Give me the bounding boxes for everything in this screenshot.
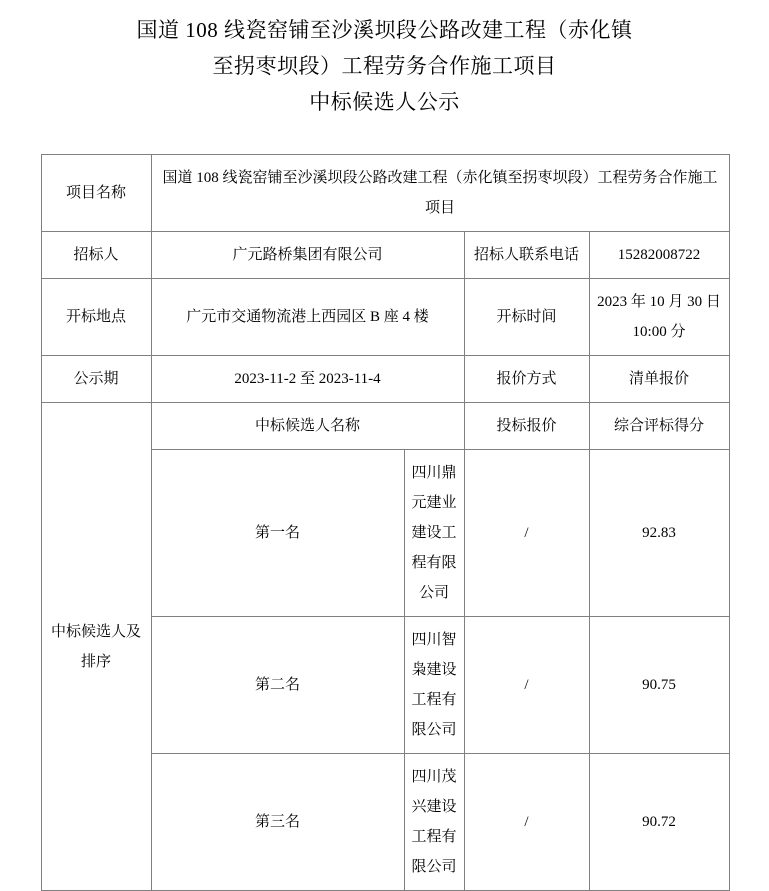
quote-method-label: 报价方式: [464, 356, 589, 403]
table-row-project-name: [41, 155, 729, 232]
project-name-value: 国道 108 线瓷窑铺至沙溪坝段公路改建工程（赤化镇至拐枣坝段）工程劳务合作施工项目: [151, 155, 729, 232]
candidate-name: 四川茂兴建设工程有限公司: [404, 754, 464, 891]
publicity-period-value: 2023-11-2 至 2023-11-4: [151, 356, 464, 403]
bid-open-place-label: 开标地点: [41, 279, 151, 356]
candidate-score: 92.83: [589, 450, 729, 617]
tenderer-value: 广元路桥集团有限公司: [151, 232, 464, 279]
tenderer-label: 招标人: [41, 232, 151, 279]
candidate-price: /: [464, 617, 589, 754]
tenderer-phone-value: 15282008722: [589, 232, 729, 279]
bid-open-time-value: 2023 年 10 月 30 日 10:00 分: [589, 279, 729, 356]
publicity-period-label: 公示期: [41, 356, 151, 403]
bid-info-table-wrapper: [41, 154, 729, 891]
page-title: [65, 0, 705, 120]
candidate-rank: 第一名: [151, 450, 404, 617]
candidate-rank: 第三名: [151, 754, 404, 891]
candidates-header-name: 中标候选人名称: [151, 403, 464, 450]
candidate-price: /: [464, 754, 589, 891]
candidate-price: /: [464, 450, 589, 617]
bid-open-time-label: 开标时间: [464, 279, 589, 356]
candidate-score: 90.72: [589, 754, 729, 891]
table-row-publicity-period: [41, 356, 729, 403]
tenderer-phone-label: 招标人联系电话: [464, 232, 589, 279]
candidate-name: 四川鼎元建业建设工程有限公司: [404, 450, 464, 617]
page-title-line-2: 至拐枣坝段）工程劳务合作施工项目: [212, 54, 557, 78]
candidate-score: 90.75: [589, 617, 729, 754]
candidates-header-price: 投标报价: [464, 403, 589, 450]
bid-info-table: [41, 154, 730, 891]
table-row-candidates-header: [41, 403, 729, 450]
candidates-header-score: 综合评标得分: [589, 403, 729, 450]
candidate-name: 四川智枭建设工程有限公司: [404, 617, 464, 754]
table-row-bid-open-place: [41, 279, 729, 356]
bid-open-place-value: 广元市交通物流港上西园区 B 座 4 楼: [151, 279, 464, 356]
quote-method-value: 清单报价: [589, 356, 729, 403]
project-name-label: 项目名称: [41, 155, 151, 232]
candidates-label: 中标候选人及排序: [41, 403, 151, 891]
page-title-line-1: 国道 108 线瓷窑铺至沙溪坝段公路改建工程（赤化镇: [136, 18, 633, 42]
candidate-rank: 第二名: [151, 617, 404, 754]
page-title-line-3: 中标候选人公示: [309, 90, 460, 114]
table-row-tenderer: [41, 232, 729, 279]
